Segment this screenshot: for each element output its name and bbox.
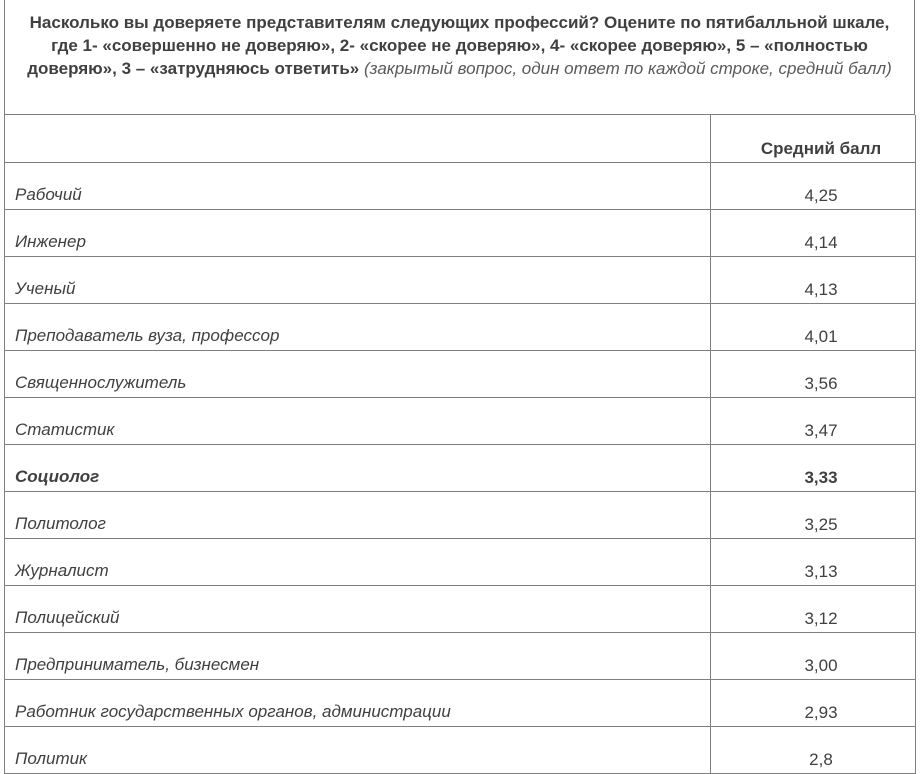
profession-label: Полицейский [5, 586, 711, 633]
header-value-cell: Средний балл [711, 115, 916, 163]
table-row [5, 680, 916, 727]
table-row [5, 492, 916, 539]
table-row [5, 304, 916, 351]
profession-label: Инженер [5, 210, 711, 257]
profession-label: Социолог [5, 445, 711, 492]
profession-label: Журналист [5, 539, 711, 586]
score-value: 3,12 [711, 586, 916, 633]
profession-label: Работник государственных органов, администрации [5, 680, 711, 727]
score-value: 3,47 [711, 398, 916, 445]
score-value: 2,93 [711, 680, 916, 727]
question-caption [4, 0, 915, 115]
score-value: 4,14 [711, 210, 916, 257]
score-value: 4,13 [711, 257, 916, 304]
profession-label: Ученый [5, 257, 711, 304]
question-note: (закрытый вопрос, один ответ по каждой строке, средний балл) [363, 59, 892, 78]
profession-label: Предприниматель, бизнесмен [5, 633, 711, 680]
table-row [5, 539, 916, 586]
score-value: 3,56 [711, 351, 916, 398]
survey-table-container [4, 0, 915, 768]
score-value: 2,8 [711, 727, 916, 774]
table-row [5, 727, 916, 774]
trust-table [4, 115, 916, 774]
question-text: Насколько вы доверяете представителям следующих профессий? Оцените по пятибалльной шкале, где 1- «совершенно не доверяю», 2- «скорее не доверяю», 4- «скорее доверяю», 5 – «полностью доверяю», 3 – «затрудняюсь ответить» [27, 13, 890, 78]
table-row [5, 210, 916, 257]
profession-label: Статистик [5, 398, 711, 445]
profession-label: Священнослужитель [5, 351, 711, 398]
table-row [5, 398, 916, 445]
table-row [5, 586, 916, 633]
profession-label: Рабочий [5, 163, 711, 210]
table-row [5, 163, 916, 210]
table-row [5, 633, 916, 680]
score-value: 3,13 [711, 539, 916, 586]
score-value: 3,25 [711, 492, 916, 539]
score-value: 3,00 [711, 633, 916, 680]
table-row [5, 257, 916, 304]
profession-label: Преподаватель вуза, профессор [5, 304, 711, 351]
profession-label: Политолог [5, 492, 711, 539]
table-row-highlighted [5, 445, 916, 492]
table-row [5, 351, 916, 398]
profession-label: Политик [5, 727, 711, 774]
table-header-row [5, 115, 916, 163]
header-label-cell [5, 115, 711, 163]
score-value: 3,33 [711, 445, 916, 492]
score-value: 4,01 [711, 304, 916, 351]
score-value: 4,25 [711, 163, 916, 210]
